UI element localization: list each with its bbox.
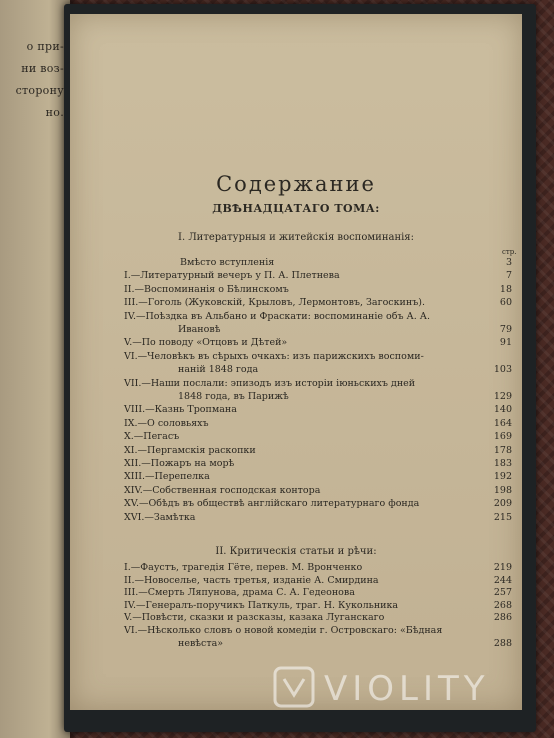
toc-entry-page: 103 — [493, 364, 512, 376]
toc-entry-label: V.—Повѣсти, сказки и разсказы, казака Луганскаго — [124, 612, 385, 624]
toc-entry-label: невѣста» — [178, 637, 224, 649]
toc-entry-label: Ивановѣ — [178, 324, 221, 335]
toc-entry-page: 209 — [493, 498, 512, 510]
toc-entry-label: VI.—Нѣсколько словъ о новой комедіи г. Островскаго: «Бѣдная — [124, 625, 443, 636]
toc-entry-page: 79 — [499, 324, 512, 335]
toc-entry-page: 219 — [493, 562, 512, 573]
toc-entry-page: 244 — [493, 574, 512, 586]
toc-entry-label: наній 1848 года — [178, 364, 259, 376]
toc-entry-label: IV.—Поѣздка въ Альбано и Фраскати: воспоминаніе объ А. А. — [124, 310, 430, 322]
toc-entry-label: IV.—Генералъ-поручикъ Паткуль, траг. Н. Кукольника — [124, 599, 399, 611]
toc-entry-page: 164 — [493, 417, 512, 429]
toc-entry-page: 60 — [499, 297, 512, 309]
toc-entry-label: 1848 года, въ Парижѣ — [178, 391, 289, 402]
toc-entry-label: I.—Фаустъ, трагедія Гёте, перев. М. Вронченко — [124, 562, 363, 573]
toc-entry-page: 3 — [505, 257, 512, 268]
toc-entry-label: IX.—О соловьяхъ — [124, 417, 209, 429]
left-page-line: но. — [45, 106, 64, 119]
toc-entry-label: VII.—Наши послали: эпизодъ изъ исторіи іюньскихъ дней — [124, 377, 416, 389]
watermark-logo-icon — [272, 665, 316, 709]
toc-entry-label: II.—Новоселье, часть третья, изданіе А. Смирдина — [124, 574, 379, 586]
book-page — [70, 14, 522, 710]
toc-entry-page: 257 — [493, 587, 512, 599]
toc-entry-page: 91 — [499, 337, 512, 349]
toc-entry-page: 18 — [499, 283, 512, 295]
left-page-line: ни воз- — [21, 62, 64, 75]
left-page-line: сторону — [15, 84, 64, 97]
toc-entry-label: III.—Смерть Ляпунова, драма С. А. Гедеонова — [124, 587, 355, 599]
toc-entry-label: XII.—Пожаръ на морѣ — [124, 458, 235, 469]
toc-entry-page: 215 — [493, 511, 512, 523]
toc-entry-page: 7 — [505, 270, 512, 282]
page-abbreviation: стр. — [502, 248, 517, 256]
page-subtitle: ДВѢНАДЦАТАГО ТОМА: — [212, 202, 380, 215]
toc-entry-label: XI.—Пергамскія раскопки — [124, 444, 256, 456]
toc-entry-page: 169 — [493, 431, 512, 443]
toc-entry-page: 178 — [493, 444, 512, 456]
toc-entry-label: VI.—Человѣкъ въ сѣрыхъ очкахъ: изъ парижскихъ воспоми- — [124, 350, 424, 362]
toc-entry-page: 198 — [493, 484, 512, 496]
toc-entry-label: XV.—Обѣдъ въ обществѣ англійскаго литературнаго фонда — [124, 498, 420, 510]
toc-entry-page: 129 — [493, 391, 512, 402]
toc-entry-label: X.—Пегасъ — [124, 431, 180, 443]
left-page — [0, 0, 70, 738]
toc-entry-page: 268 — [493, 599, 512, 611]
toc-entry-page: 192 — [493, 471, 512, 483]
watermark — [272, 665, 532, 715]
toc-entry-label: VIII.—Казнь Тропмана — [124, 404, 237, 416]
toc-entry-page: 140 — [493, 404, 512, 416]
watermark-text: VIOLITY — [324, 669, 490, 709]
toc-entry-page: 183 — [493, 458, 512, 469]
left-page-line: о при- — [26, 40, 64, 53]
section-heading-1: I. Литературныя и житейскія воспоминанія: — [178, 232, 414, 243]
toc-entry-label: I.—Литературный вечеръ у П. А. Плетнева — [124, 270, 340, 282]
toc-entry-label: V.—По поводу «Отцовъ и Дѣтей» — [124, 337, 288, 349]
toc-entry-page: 286 — [493, 612, 512, 624]
toc-entry-label: III.—Гоголь (Жуковскій, Крыловъ, Лермонтовъ, Загоскинъ). — [124, 297, 425, 309]
toc-entry-label: XIV.—Собственная господская контора — [124, 484, 321, 496]
page-title: Содержание — [216, 172, 376, 196]
toc-entry-label: Вмѣсто вступленія — [180, 257, 275, 268]
toc-entry-label: II.—Воспоминанія о Бѣлинскомъ — [124, 283, 289, 295]
toc-entry-label: XIII.—Перепелка — [124, 471, 210, 483]
toc-entry-label: XVI.—Замѣтка — [124, 511, 196, 523]
section-heading-2: II. Критическія статьи и рѣчи: — [215, 546, 377, 557]
toc-entry-page: 288 — [493, 637, 512, 649]
